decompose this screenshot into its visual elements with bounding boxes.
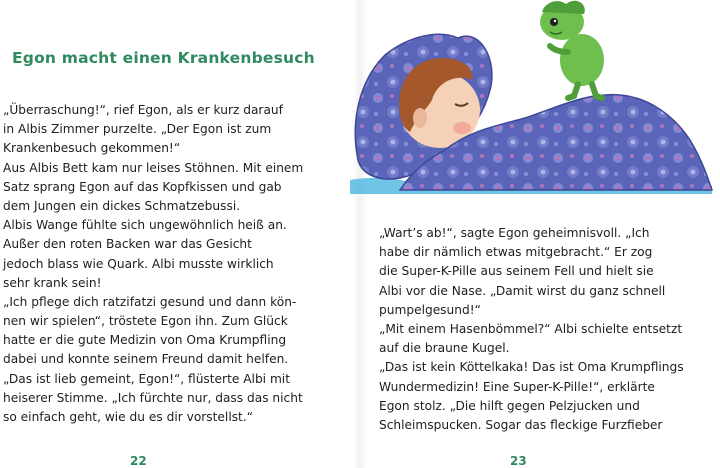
egon-creature bbox=[540, 1, 604, 98]
page-number-right: 23 bbox=[510, 454, 527, 468]
text-line: Albis Wange fühlte sich ungewöhnlich heiß an. bbox=[3, 218, 287, 233]
boy-ear bbox=[413, 108, 427, 128]
text-line: dem Jungen ein dickes Schmatzebussi. bbox=[3, 198, 241, 213]
text-line: Außer den roten Backen war das Gesicht bbox=[3, 237, 252, 252]
text-line: sehr krank sein! bbox=[3, 275, 102, 290]
text-line: heiserer Stimme. „Ich fürchte nur, dass das nicht bbox=[3, 390, 303, 405]
bed-illustration bbox=[340, 0, 720, 205]
text-line: hatte er die gute Medizin von Oma Krumpfling bbox=[3, 333, 287, 348]
text-line: „Mit einem Hasenbömmel?“ Albi schielte entsetzt bbox=[379, 321, 683, 336]
text-line: jedoch blass wie Quark. Albi musste wirklich bbox=[3, 256, 274, 271]
text-line: Krankenbesuch gekommen!“ bbox=[3, 141, 181, 156]
text-line: Egon stolz. „Die hilft gegen Pelzjucken und bbox=[379, 398, 640, 413]
chapter-title: Egon macht einen Krankenbesuch bbox=[12, 49, 315, 67]
text-line: Wundermedizin! Eine Super-K-Pille!“, erklärte bbox=[379, 379, 655, 394]
text-line: so einfach geht, wie du es dir vorstellst.“ bbox=[3, 410, 254, 424]
text-line: Aus Albis Bett kam nur leises Stöhnen. Mit einem bbox=[3, 160, 304, 175]
left-page-text bbox=[3, 101, 303, 427]
text-line: pumpelgesund!“ bbox=[379, 302, 481, 317]
text-line: „Ich pflege dich ratzifatzi gesund und dann kön- bbox=[3, 294, 297, 309]
text-line: „Überraschung!“, rief Egon, als er kurz darauf bbox=[3, 103, 283, 117]
text-line: in Albis Zimmer purzelte. „Der Egon ist zum bbox=[3, 122, 272, 137]
text-line: Schleimspucken. Sogar das fleckige Furzfieber bbox=[379, 417, 663, 432]
page-number-left: 22 bbox=[130, 454, 147, 468]
boy-cheek bbox=[453, 122, 471, 134]
text-line: auf die braune Kugel. bbox=[379, 341, 510, 356]
text-line: „Wart’s ab!“, sagte Egon geheimnisvoll. „Ich bbox=[379, 226, 650, 240]
text-line: die Super-K-Pille aus seinem Fell und hielt sie bbox=[379, 264, 654, 279]
text-line: Albi vor die Nase. „Damit wirst du ganz schnell bbox=[379, 283, 666, 298]
text-line: „Das ist kein Köttelkaka! Das ist Oma Krumpflings bbox=[379, 360, 684, 375]
text-line: dabei und konnte seinem Freund damit helfen. bbox=[3, 352, 289, 367]
text-line: habe dir nämlich etwas mitgebracht.“ Er zog bbox=[379, 245, 653, 260]
text-line: Satz sprang Egon auf das Kopfkissen und gab bbox=[3, 179, 282, 194]
text-line: „Das ist lieb gemeint, Egon!“, flüsterte Albi mit bbox=[3, 371, 290, 386]
right-page-text bbox=[379, 224, 684, 435]
text-line: nen wir spielen“, tröstete Egon ihn. Zum Glück bbox=[3, 314, 288, 329]
